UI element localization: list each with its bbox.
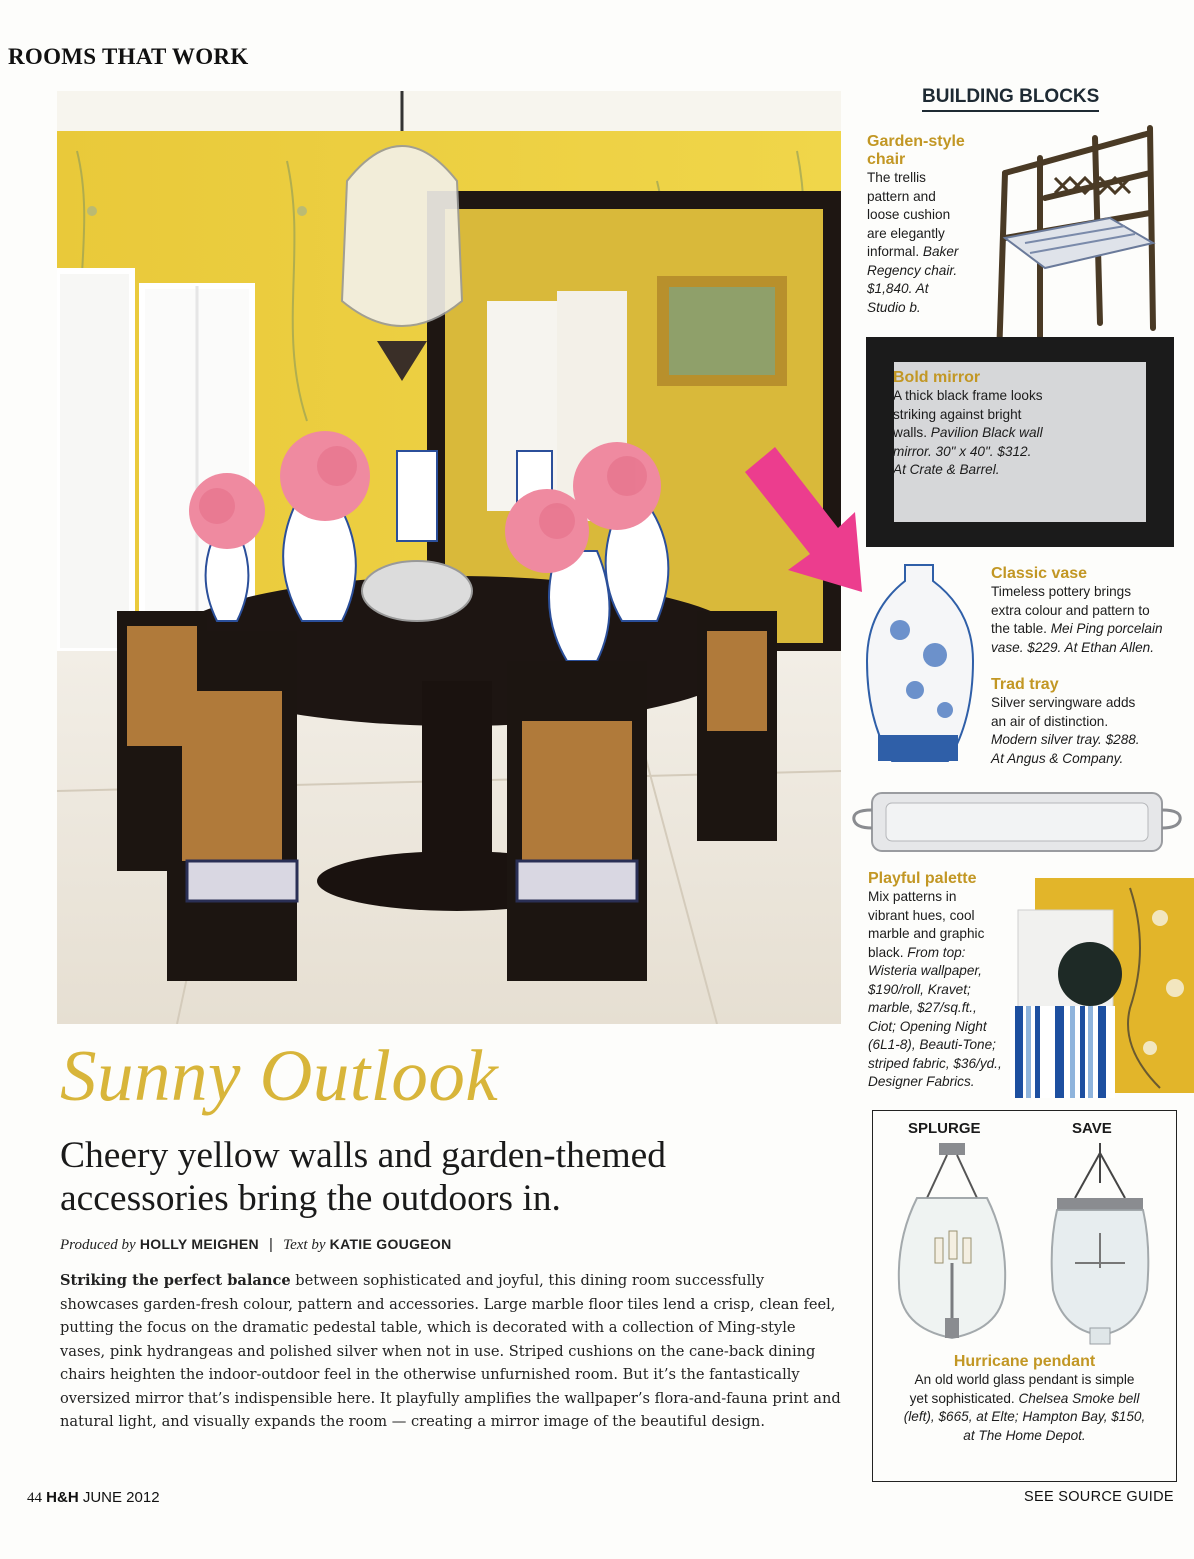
page-number: 44 <box>27 1490 42 1506</box>
magazine-name: H&H <box>46 1489 79 1506</box>
body-copy: Striking the perfect balance between sophisticated and joyful, this dining room successfully showcases garden-fresh colour, pattern and accessories. Large marble floor tiles lend a crisp, clean feel, putting the focus on the dramatic pedestal table, which is decorated with a collection of Ming-style vases, pink hydrangeas and polished silver when not in use. Striped cushions on the cane-back dining chairs heighten the indoor-outdoor feel in the otherwise unfurnished room. But it’s the fantastically oversized mirror that’s indispensible here. It playfully amplifies the wallpaper’s flora-and-fauna print and natural light, and visually expands the room — creating a mirror image of the beautiful design. <box>60 1272 841 1430</box>
item-title: Bold mirror <box>893 369 981 386</box>
garden-chair-icon <box>985 118 1170 363</box>
item-trad-tray <box>991 676 1181 768</box>
item-title: Hurricane pendant <box>953 1353 1096 1370</box>
item-bold-mirror <box>893 369 1083 480</box>
sidebar-title: BUILDING BLOCKS <box>922 86 1099 112</box>
classic-vase-icon <box>860 560 978 765</box>
save-label: SAVE <box>1066 1120 1118 1137</box>
item-hurricane-pendant <box>877 1353 1172 1445</box>
item-classic-vase <box>991 565 1181 657</box>
save-pendant-icon <box>1035 1143 1165 1353</box>
splurge-label: SPLURGE <box>902 1120 987 1137</box>
item-text: An old world glass pendant is simple yet sophisticated. Chelsea Smoke bell (left), $665, at Elte; Hampton Bay, $150, at The Home Depot. <box>903 1372 1146 1443</box>
splurge-pendant-icon <box>887 1143 1017 1353</box>
credits: Produced by HOLLY MEIGHEN | Text by KATIE GOUGEON <box>60 1236 452 1253</box>
folio <box>27 1489 160 1507</box>
palette-swatches-icon <box>1010 878 1194 1098</box>
section-label: ROOMS THAT WORK <box>8 44 249 69</box>
issue-date: JUNE 2012 <box>82 1489 160 1506</box>
item-text: A thick black frame looks striking against bright walls. Pavilion Black wall mirror. 30" x 40". $312. At Crate & Barrel. <box>893 388 1043 477</box>
item-playful-palette <box>868 870 1018 1092</box>
item-title: Trad tray <box>991 676 1059 693</box>
item-text: Timeless pottery brings extra colour and pattern to the table. Mei Ping porcelain vase. $229. At Ethan Allen. <box>991 584 1163 655</box>
item-title: Playful palette <box>868 870 977 887</box>
item-text: Mix patterns in vibrant hues, cool marble and graphic black. From top: Wisteria wallpaper, $190/roll, Kravet; marble, $27/sq.ft., Ciot; Opening Night (6L1-8), Beauti-Tone; striped fabric, $36/yd., Designer Fabrics. <box>868 889 1002 1089</box>
deck: Cheery yellow walls and garden-themed accessories bring the outdoors in. <box>60 1135 667 1219</box>
item-title: Garden-style chair <box>867 133 965 168</box>
writer-name: KATIE GOUGEON <box>329 1236 452 1252</box>
item-text: Silver servingware adds an air of distinction. Modern silver tray. $288. At Angus & Company. <box>991 695 1140 766</box>
headline: Sunny Outlook <box>60 1035 499 1116</box>
dining-room-photo <box>57 91 841 1024</box>
pointer-arrow-icon <box>740 442 870 602</box>
source-guide-link: SEE SOURCE GUIDE <box>1024 1489 1174 1505</box>
item-text: The trellis pattern and loose cushion are elegantly informal. Baker Regency chair. $1,840. At Studio b. <box>867 170 959 315</box>
producer-name: HOLLY MEIGHEN <box>139 1236 259 1252</box>
item-garden-chair <box>867 133 997 317</box>
item-title: Classic vase <box>991 565 1088 582</box>
lead-in: Striking the perfect balance <box>60 1272 291 1289</box>
silver-tray-icon <box>850 785 1185 860</box>
